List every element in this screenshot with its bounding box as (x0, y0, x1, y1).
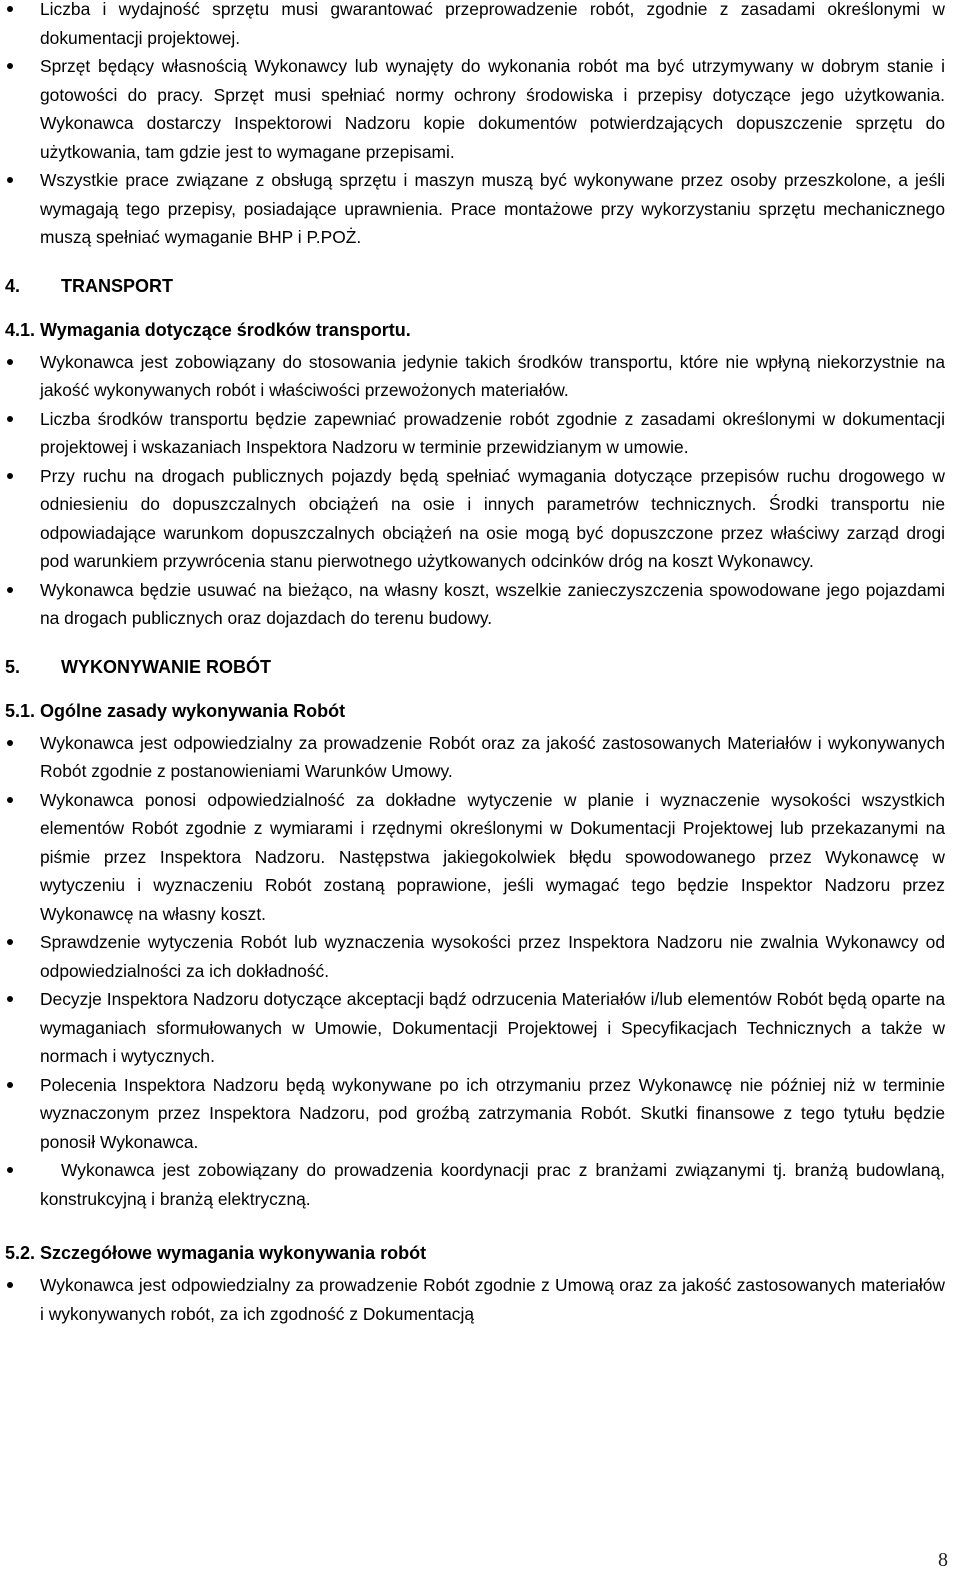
transport-bullet-list (5, 348, 945, 633)
section-number: 4. (5, 275, 21, 296)
list-item: Liczba środków transportu będzie zapewniać prowadzenie robót zgodnie z zasadami określonymi w dokumentacji projektowej i wskazaniach Inspektora Nadzoru w terminie przewidzianym w umowie. (5, 405, 945, 462)
list-item: Sprawdzenie wytyczenia Robót lub wyznaczenia wysokości przez Inspektora Nadzoru nie zwalnia Wykonawcy od odpowiedzialności za ich dokładność. (5, 928, 945, 985)
list-item: Wykonawca jest zobowiązany do prowadzenia koordynacji prac z branżami związanymi tj. branżą budowlaną, konstrukcyjną i branżą elektryczną. (5, 1156, 945, 1213)
list-item: Wszystkie prace związane z obsługą sprzętu i maszyn muszą być wykonywane przez osoby przeszkolone, a jeśli wymagają tego przepisy, posiadające uprawnienia. Prace montażowe przy wykorzystaniu sprzętu mechanicznego muszą spełniać wymaganie BHP i P.POŻ. (5, 166, 945, 252)
subsection-heading-5-1: 5.1. Ogólne zasady wykonywania Robót (5, 700, 346, 721)
list-item: Wykonawca jest odpowiedzialny za prowadzenie Robót oraz za jakość zastosowanych Materiałów i wykonywanych Robót zgodnie z postanowieniami Warunków Umowy. (5, 729, 945, 786)
list-item: Polecenia Inspektora Nadzoru będą wykonywane po ich otrzymaniu przez Wykonawcę nie później niż w terminie wyznaczonym przez Inspektora Nadzoru, pod groźbą zatrzymania Robót. Skutki finansowe z tego tytułu będzie ponosił Wykonawca. (5, 1071, 945, 1157)
list-item: Przy ruchu na drogach publicznych pojazdy będą spełniać wymagania dotyczące przepisów ruchu drogowego w odniesieniu do dopuszczalnych obciążeń na osie i innych parametrów technicznych. Środki transportu nie odpowiadające warunkom dopuszczalnych obciążeń na osie mogą być dopuszczone przez właściwy zarząd drogi pod warunkiem przywrócenia stanu pierwotnego użytkowanych odcinków dróg na koszt Wykonawcy. (5, 462, 945, 576)
detailed-rules-bullet-list (5, 1271, 945, 1328)
list-item: Wykonawca ponosi odpowiedzialność za dokładne wytyczenie w planie i wyznaczenie wysokości wszystkich elementów Robót zgodnie z wymiarami i rzędnymi określonymi w Dokumentacji Projektowej lub przekazanymi na piśmie przez Inspektora Nadzoru. Następstwa jakiegokolwiek błędu spowodowanego przez Wykonawcę w wytyczeniu i wyznaczeniu Robót zostaną poprawione, jeśli wymagać tego będzie Inspektor Nadzoru przez Wykonawcę na własny koszt. (5, 786, 945, 929)
list-item: Wykonawca będzie usuwać na bieżąco, na własny koszt, wszelkie zanieczyszczenia spowodowane jego pojazdami na drogach publicznych oraz dojazdach do terenu budowy. (5, 576, 945, 633)
list-item: Wykonawca jest zobowiązany do stosowania jedynie takich środków transportu, które nie wpłyną niekorzystnie na jakość wykonywanych robót i właściwości przewożonych materiałów. (5, 348, 945, 405)
subsection-heading-5-2: 5.2. Szczegółowe wymagania wykonywania robót (5, 1243, 427, 1263)
list-item: Liczba i wydajność sprzętu musi gwarantować przeprowadzenie robót, zgodnie z zasadami określonymi w dokumentacji projektowej. (5, 0, 945, 52)
subsection-heading-4-1: 4.1. Wymagania dotyczące środków transportu. (5, 319, 411, 340)
list-item: Wykonawca jest odpowiedzialny za prowadzenie Robót zgodnie z Umową oraz za jakość zastosowanych materiałów i wykonywanych robót, za ich zgodność z Dokumentacją (5, 1271, 945, 1328)
list-item: Sprzęt będący własnością Wykonawcy lub wynajęty do wykonania robót ma być utrzymywany w dobrym stanie i gotowości do pracy. Sprzęt musi spełniać normy ochrony środowiska i przepisy dotyczące jego użytkowania. Wykonawca dostarczy Inspektorowi Nadzoru kopie dokumentów potwierdzających dopuszczenie sprzętu do użytkowania, tam gdzie jest to wymagane przepisami. (5, 52, 945, 166)
section-heading-5 (5, 653, 945, 681)
section-title: TRANSPORT (61, 275, 173, 296)
page-number: 8 (938, 1549, 948, 1571)
list-item: Decyzje Inspektora Nadzoru dotyczące akceptacji bądź odrzucenia Materiałów i/lub elementów Robót będą oparte na wymaganiach sformułowanych w Umowie, Dokumentacji Projektowej i Specyfikacjach Technicznych a także w normach i wytycznych. (5, 985, 945, 1071)
general-rules-bullet-list (5, 729, 945, 1214)
section-heading-4 (5, 272, 945, 300)
section-number: 5. (5, 656, 21, 677)
page-content (5, 0, 945, 1328)
intro-bullet-list (5, 0, 945, 252)
section-title: WYKONYWANIE ROBÓT (61, 656, 271, 677)
